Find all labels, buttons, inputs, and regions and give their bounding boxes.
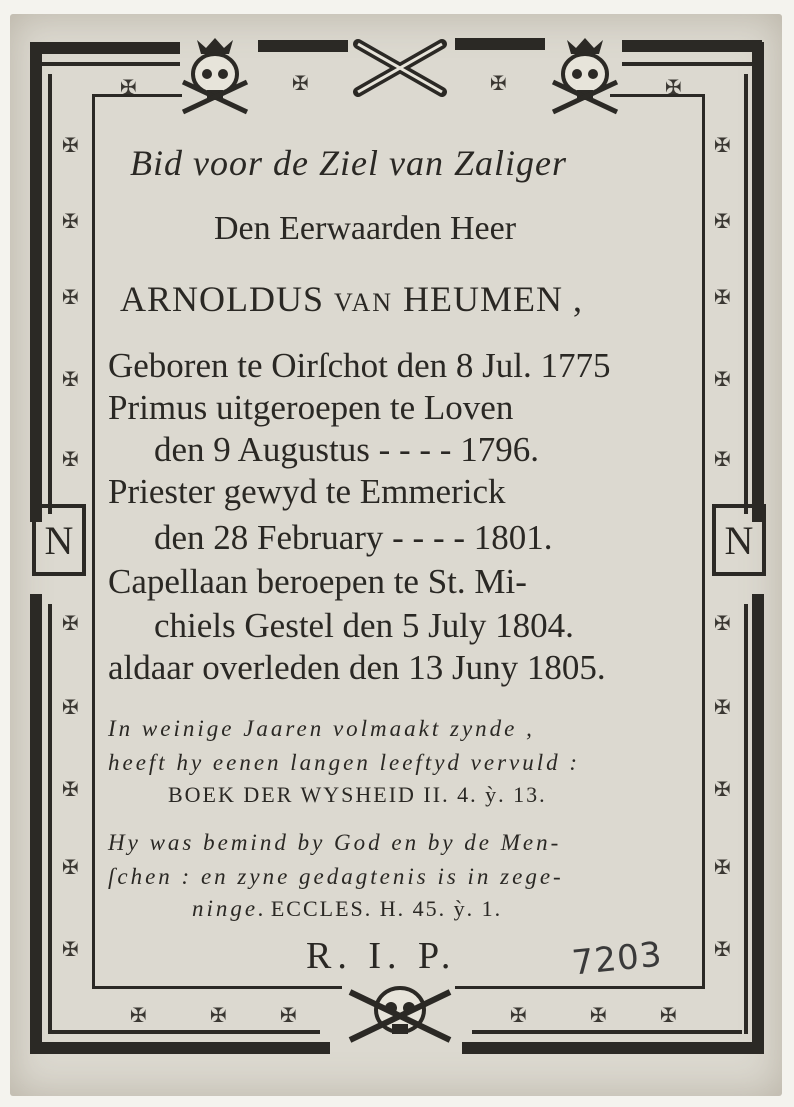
svg-text:N: N	[724, 518, 754, 563]
verse2-end: ninge.	[192, 896, 267, 921]
svg-text:✠: ✠	[62, 447, 79, 471]
bio-line-priest: Priester gewyd te Emmerick	[108, 472, 506, 511]
svg-text:✠: ✠	[62, 777, 79, 801]
bio-line-chaplain: Capellaan beroepen te St. Mi-	[108, 562, 527, 601]
handwritten-inventory-number: 7203	[570, 934, 665, 984]
deceased-name	[120, 278, 583, 320]
svg-text:✠: ✠	[62, 937, 79, 961]
verse2-line2: ſchen : en zyne gedagtenis is in zege-	[108, 864, 564, 889]
verse2-line3	[192, 896, 502, 922]
svg-text:✠: ✠	[62, 285, 79, 309]
svg-text:✠: ✠	[714, 285, 731, 309]
svg-text:✠: ✠	[590, 1003, 607, 1027]
verse2-reference: ECCLES. H. 45. ỳ. 1.	[270, 896, 503, 921]
svg-text:✠: ✠	[62, 695, 79, 719]
svg-text:✠: ✠	[510, 1003, 527, 1027]
svg-text:✠: ✠	[665, 75, 682, 99]
svg-text:✠: ✠	[120, 75, 137, 99]
svg-text:✠: ✠	[660, 1003, 677, 1027]
name-first: ARNOLDUS	[120, 279, 325, 319]
svg-text:✠: ✠	[62, 855, 79, 879]
skull-crossbones-crowned-icon	[553, 38, 617, 112]
svg-text:✠: ✠	[714, 209, 731, 233]
skull-crossbones-crowned-icon	[183, 38, 247, 112]
svg-text:✠: ✠	[62, 367, 79, 391]
svg-text:✠: ✠	[714, 447, 731, 471]
name-last: HEUMEN ,	[403, 279, 583, 319]
svg-text:✠: ✠	[62, 611, 79, 635]
bio-line-birth: Geboren te Oirſchot den 8 Jul. 1775	[108, 346, 611, 385]
svg-text:✠: ✠	[714, 133, 731, 157]
crossed-bones-icon	[358, 44, 442, 92]
card-title: Bid voor de Ziel van Zaliger	[130, 143, 567, 183]
memorial-card	[10, 14, 782, 1096]
svg-text:N: N	[44, 518, 74, 563]
svg-text:✠: ✠	[714, 777, 731, 801]
svg-text:✠: ✠	[292, 71, 309, 95]
svg-text:✠: ✠	[714, 611, 731, 635]
verse1-line1: In weinige Jaaren volmaakt zynde ,	[108, 716, 535, 741]
svg-text:✠: ✠	[714, 855, 731, 879]
verse1-line2: heeft hy eenen langen leeftyd vervuld :	[108, 750, 581, 775]
name-van: VAN	[334, 288, 393, 317]
svg-text:✠: ✠	[210, 1003, 227, 1027]
svg-text:✠: ✠	[490, 71, 507, 95]
svg-text:✠: ✠	[714, 367, 731, 391]
svg-text:✠: ✠	[62, 209, 79, 233]
svg-text:✠: ✠	[62, 133, 79, 157]
rip-closing: R. I. P.	[306, 935, 457, 977]
svg-text:✠: ✠	[130, 1003, 147, 1027]
verse1-reference: BOEK DER WYSHEID II. 4. ỳ. 13.	[168, 782, 547, 807]
svg-text:✠: ✠	[714, 937, 731, 961]
verse2-line1: Hy was bemind by God en by de Men-	[108, 830, 562, 855]
bio-line-primus-date: den 9 Augustus - - - - 1796.	[154, 430, 539, 469]
svg-text:✠: ✠	[280, 1003, 297, 1027]
bio-line-priest-date: den 28 February - - - - 1801.	[154, 518, 553, 557]
bio-line-death: aldaar overleden den 13 Juny 1805.	[108, 648, 606, 687]
svg-text:✠: ✠	[714, 695, 731, 719]
bio-line-chaplain-date: chiels Gestel den 5 July 1804.	[154, 606, 574, 645]
skull-crossbones-icon	[350, 988, 450, 1040]
card-subtitle: Den Eerwaarden Heer	[214, 210, 517, 247]
bio-line-primus: Primus uitgeroepen te Loven	[108, 388, 514, 427]
